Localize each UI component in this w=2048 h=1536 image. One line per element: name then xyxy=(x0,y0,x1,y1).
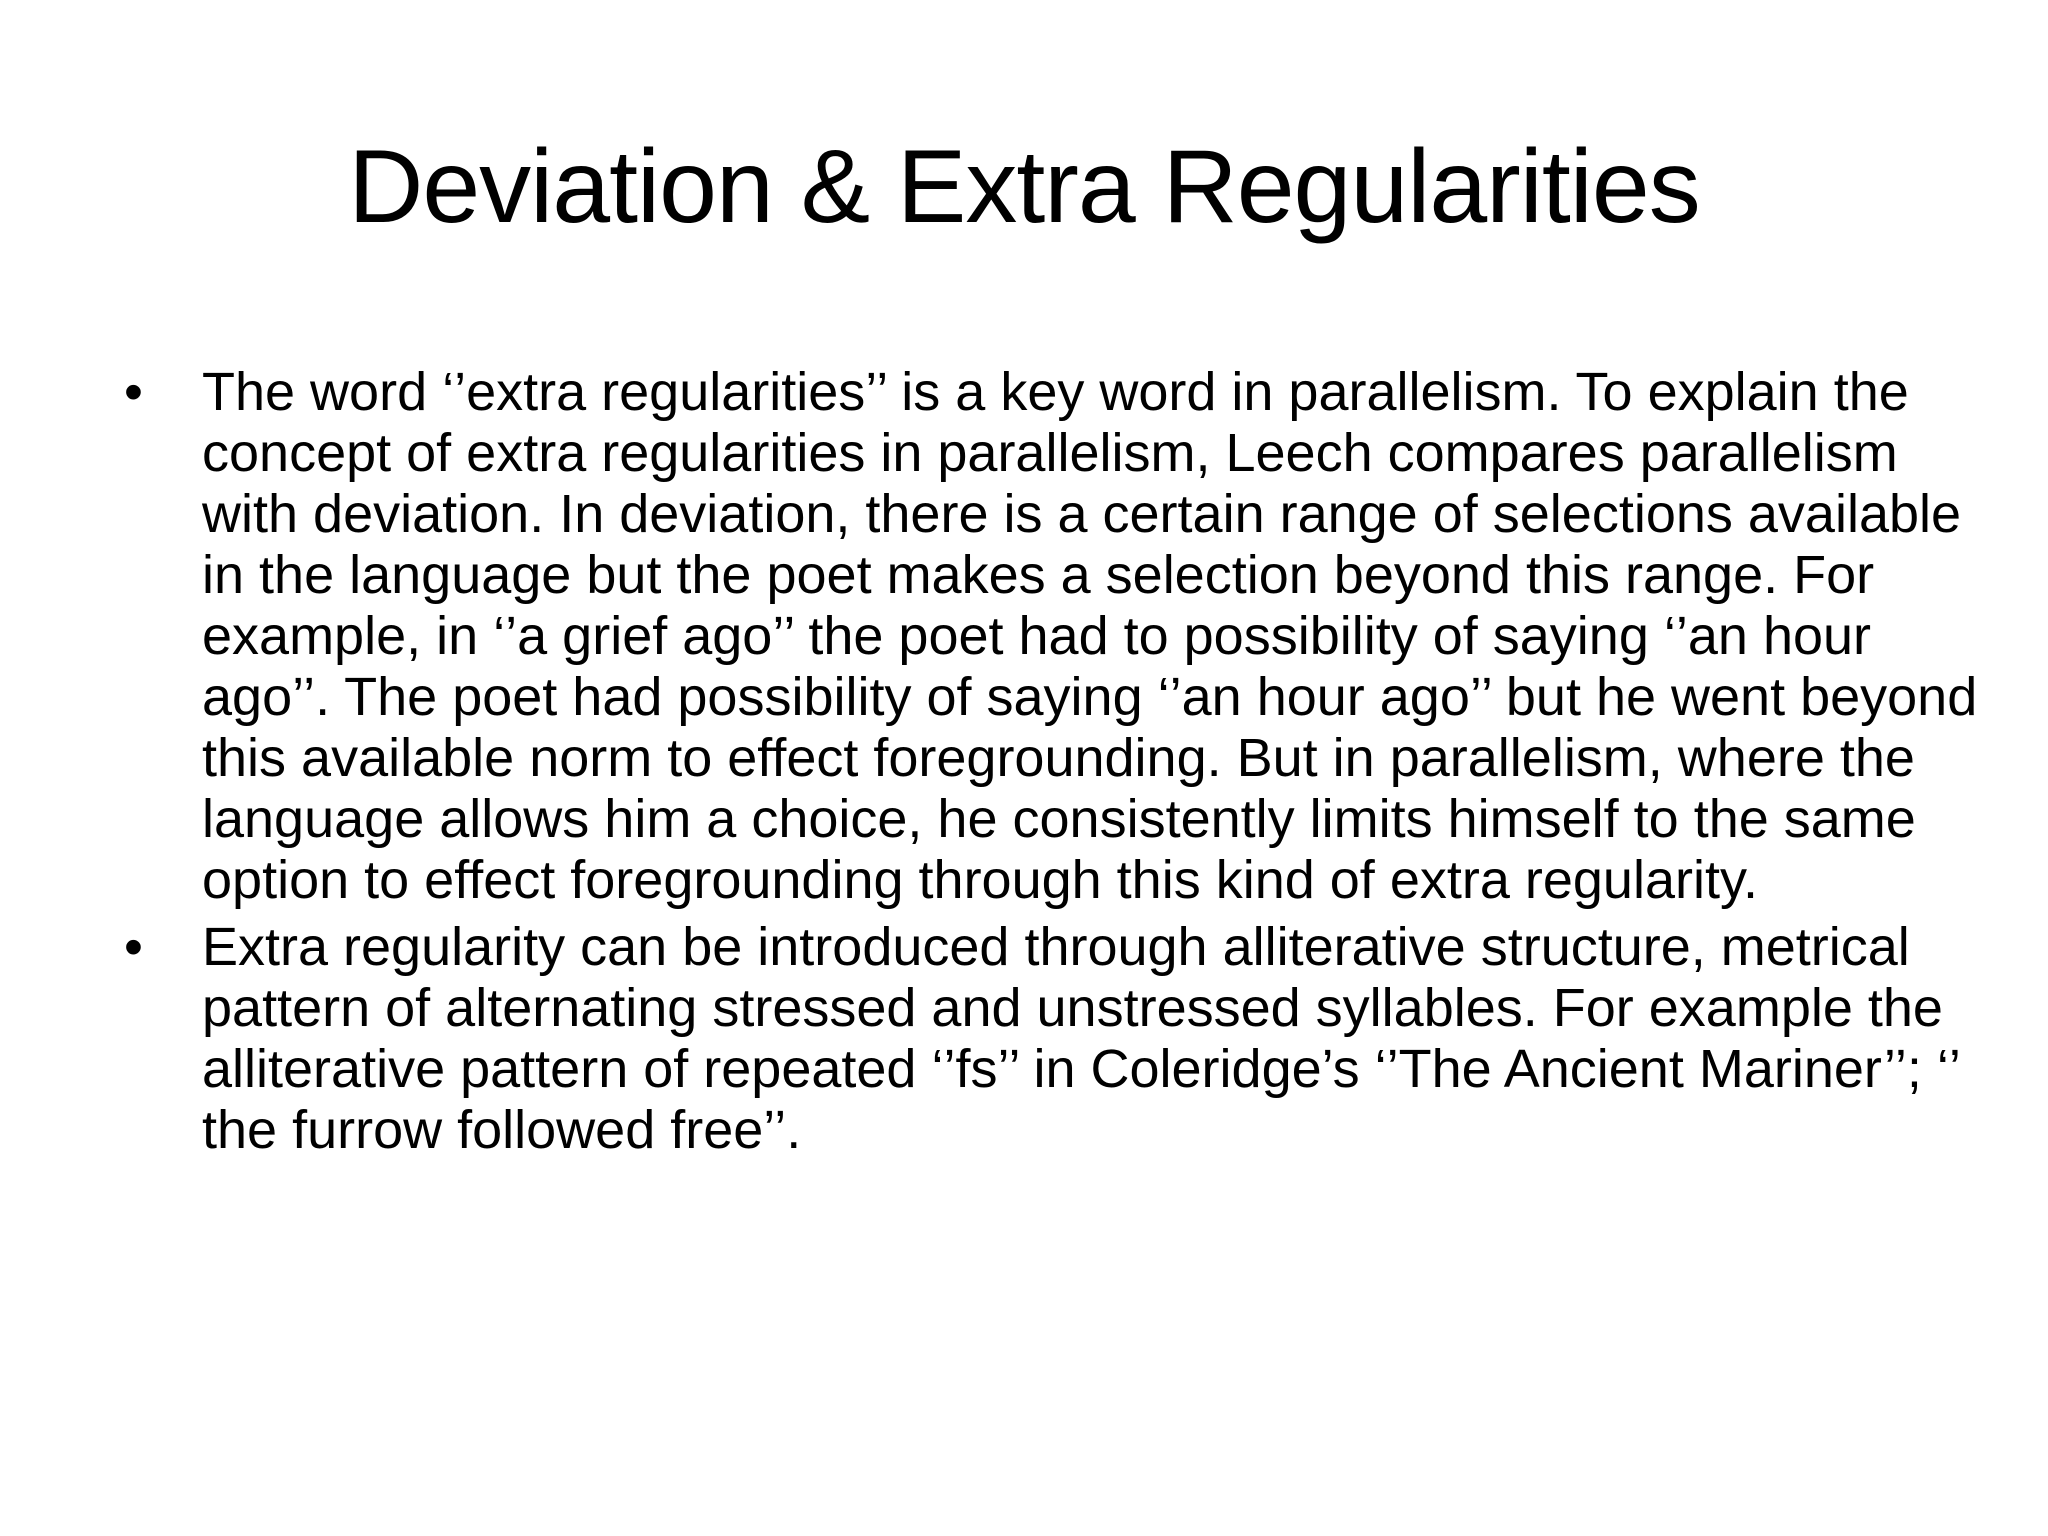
bullet-text: Extra regularity can be introduced through alliterative structure, metrical pattern of alternating stressed and unstressed syllables. For example the alliterative pattern of repeated ‘’fs’’ in Coleridge’s ‘’The Ancient Mariner’’; ‘’ the furrow followed free’’. xyxy=(202,917,1959,1160)
bullet-marker: • xyxy=(124,917,143,977)
slide-title: Deviation & Extra Regularities xyxy=(348,129,1700,245)
bullet-marker: • xyxy=(124,362,143,422)
bullet-item-extra-regularities xyxy=(118,362,1978,911)
bullet-item-alliteration xyxy=(118,917,1978,1161)
bullet-list xyxy=(118,362,1978,1167)
bullet-text: The word ‘’extra regularities’’ is a key word in parallelism. To explain the concept of extra regularities in parallelism, Leech compares parallelism with deviation. In deviation, there is a certain range of selections available in the language but the poet makes a selection beyond this range. For example, in ‘’a grief ago’’ the poet had to possibility of saying ‘’an hour ago’’. The poet had possibility of saying ‘’an hour ago’’ but he went beyond this available norm to effect foregrounding. But in parallelism, where the language allows him a choice, he consistently limits himself to the same option to effect foregrounding through this kind of extra regularity. xyxy=(202,362,1978,910)
